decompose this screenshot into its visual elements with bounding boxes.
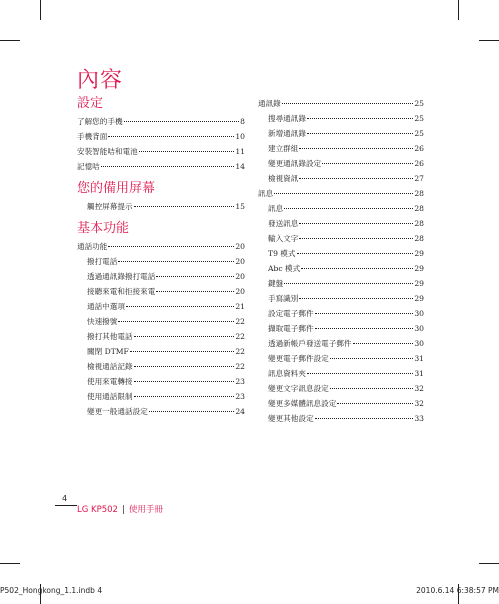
toc-entry-page: 28: [414, 189, 424, 198]
toc-entry: [77, 129, 245, 144]
toc-entry-page: 30: [414, 324, 424, 333]
toc-entry-text: 訊息: [268, 204, 284, 213]
crop-mark: [479, 563, 499, 564]
toc-left-column: [77, 96, 245, 419]
toc-entry-page: 22: [235, 317, 245, 326]
toc-entry-text: 鍵盤: [268, 279, 284, 288]
toc-leader-dots: [353, 343, 414, 344]
toc-leader-dots: [297, 253, 414, 254]
toc-leader-dots: [118, 261, 234, 262]
toc-entry: [77, 239, 245, 254]
toc-entry: [77, 299, 245, 314]
toc-leader-dots: [315, 328, 414, 329]
toc-entry-page: 15: [235, 202, 245, 211]
toc-leader-dots: [299, 298, 413, 299]
toc-leader-dots: [156, 276, 234, 277]
toc-entry: [258, 351, 424, 366]
toc-entry-text: 變更其他設定: [268, 414, 314, 423]
toc-entry-page: 25: [414, 129, 424, 138]
toc-leader-dots: [322, 163, 413, 164]
toc-entry: [77, 114, 245, 129]
crop-mark: [40, 0, 41, 20]
toc-entry-text: 通訊錄: [258, 99, 281, 108]
toc-entry: [258, 231, 424, 246]
toc-entry: [258, 261, 424, 276]
toc-leader-dots: [284, 283, 413, 284]
toc-entry-text: 透過新帳戶發送電子郵件: [268, 339, 352, 348]
toc-entry: [258, 291, 424, 306]
toc-leader-dots: [134, 336, 235, 337]
toc-entry-page: 32: [414, 384, 424, 393]
toc-entry: [258, 411, 424, 426]
toc-entry-text: 手機背面: [77, 132, 108, 141]
toc-entry: [77, 314, 245, 329]
toc-entry: [77, 344, 245, 359]
toc-entry-page: 11: [235, 147, 245, 156]
toc-entry: [77, 329, 245, 344]
toc-entry-page: 29: [414, 249, 424, 258]
toc-entry-page: 28: [414, 234, 424, 243]
toc-entry-text: 變更文字訊息設定: [268, 384, 329, 393]
toc-entry-page: 20: [235, 272, 245, 281]
toc-entry-page: 25: [414, 99, 424, 108]
toc-entry: [77, 159, 245, 174]
toc-entry-page: 20: [235, 242, 245, 251]
toc-leader-dots: [134, 206, 235, 207]
toc-leader-dots: [307, 118, 413, 119]
toc-entry-text: 變更電子郵件設定: [268, 354, 329, 363]
toc-entry-text: 訊息: [258, 189, 274, 198]
toc-entry-text: 通話中選項: [87, 302, 125, 311]
toc-entry-page: 20: [235, 257, 245, 266]
toc-entry-page: 28: [414, 219, 424, 228]
section-heading: 您的備用屏幕: [77, 181, 156, 196]
toc-entry-page: 8: [240, 117, 245, 126]
toc-entry-page: 24: [235, 407, 245, 416]
toc-entry-text: 設定電子郵件: [268, 309, 314, 318]
toc-entry-text: 使用來電轉接: [87, 377, 133, 386]
toc-leader-dots: [130, 351, 235, 352]
toc-leader-dots: [124, 121, 240, 122]
toc-entry-page: 14: [235, 162, 245, 171]
toc-entry-text: 新增通訊錄: [268, 129, 306, 138]
section-heading: 基本功能: [77, 221, 130, 236]
toc-entry-text: 擷取電子郵件: [268, 324, 314, 333]
toc-leader-dots: [139, 151, 235, 152]
toc-entry-text: 輸入文字: [268, 234, 299, 243]
toc-entry-text: 檢視通話記錄: [87, 362, 133, 371]
toc-leader-dots: [337, 403, 413, 404]
toc-entry-page: 23: [235, 377, 245, 386]
toc-entry-page: 27: [414, 174, 424, 183]
toc-entry: [77, 374, 245, 389]
toc-leader-dots: [149, 411, 235, 412]
toc-entry: [258, 186, 424, 201]
toc-entry-page: 28: [414, 204, 424, 213]
toc-entry-page: 22: [235, 362, 245, 371]
toc-entry-page: 21: [235, 302, 245, 311]
footer: [77, 503, 163, 515]
toc-leader-dots: [284, 208, 413, 209]
toc-entry-text: 了解您的手機: [77, 117, 123, 126]
toc-entry: [258, 201, 424, 216]
toc-entry: [77, 284, 245, 299]
toc-entry-page: 10: [235, 132, 245, 141]
toc-entry-text: 記憶咭: [77, 162, 100, 171]
toc-entry: [258, 216, 424, 231]
toc-entry-page: 30: [414, 339, 424, 348]
toc-entry-text: T9 模式: [268, 249, 296, 258]
toc-entry: [258, 366, 424, 381]
footer-brand: LG KP502: [77, 505, 118, 515]
toc-leader-dots: [134, 396, 235, 397]
toc-entry: [258, 306, 424, 321]
toc-entry-text: 手寫識別: [268, 294, 299, 303]
toc-leader-dots: [299, 223, 413, 224]
footer-separator: |: [121, 505, 125, 515]
toc-entry: [258, 126, 424, 141]
toc-right-column: [258, 96, 424, 426]
toc-leader-dots: [315, 313, 414, 314]
toc-entry: [258, 336, 424, 351]
toc-entry: [77, 359, 245, 374]
toc-entry: [258, 171, 424, 186]
toc-entry-page: 31: [414, 354, 424, 363]
page-number: 4: [62, 494, 68, 503]
toc-leader-dots: [134, 381, 235, 382]
toc-entry-text: 變更一般通話設定: [87, 407, 148, 416]
toc-entry: [77, 404, 245, 419]
toc-entry: [258, 141, 424, 156]
toc-leader-dots: [307, 133, 413, 134]
toc-entry-text: 關閉 DTMF: [87, 347, 129, 356]
toc-entry: [258, 156, 424, 171]
toc-entry-text: 發送訊息: [268, 219, 299, 228]
crop-mark: [479, 40, 499, 41]
toc-entry-page: 29: [414, 279, 424, 288]
toc-entry-page: 20: [235, 287, 245, 296]
toc-leader-dots: [126, 306, 234, 307]
toc-entry-text: 變更通訊錄設定: [268, 159, 322, 168]
toc-entry-text: 觸控屏幕提示: [87, 202, 133, 211]
toc-entry: [258, 276, 424, 291]
toc-entry: [77, 199, 245, 214]
toc-entry-page: 22: [235, 332, 245, 341]
toc-leader-dots: [330, 388, 414, 389]
toc-leader-dots: [299, 148, 413, 149]
toc-leader-dots: [118, 321, 234, 322]
footer-rule: [55, 505, 77, 506]
toc-entry-text: 訊息資料夾: [268, 369, 306, 378]
toc-entry: [258, 321, 424, 336]
toc-entry-page: 23: [235, 392, 245, 401]
footer-label: 使用手冊: [128, 505, 163, 515]
toc-entry-page: 22: [235, 347, 245, 356]
crop-mark: [0, 40, 20, 41]
toc-leader-dots: [274, 193, 413, 194]
toc-entry-text: 檢視資訊: [268, 174, 299, 183]
toc-leader-dots: [330, 358, 414, 359]
toc-entry-text: 搜尋通訊錄: [268, 114, 306, 123]
toc-entry: [77, 269, 245, 284]
toc-leader-dots: [108, 246, 234, 247]
toc-entry-text: 快速撥號: [87, 317, 118, 326]
toc-entry-text: 安裝智能咭和電池: [77, 147, 138, 156]
toc-entry: [77, 389, 245, 404]
toc-entry-text: 通話功能: [77, 242, 108, 251]
toc-entry-page: 26: [414, 159, 424, 168]
toc-entry-page: 31: [414, 369, 424, 378]
toc-leader-dots: [315, 418, 414, 419]
toc-leader-dots: [134, 366, 235, 367]
toc-entry-text: 建立群組: [268, 144, 299, 153]
toc-entry-text: 撥打其他電話: [87, 332, 133, 341]
print-slug-date: 2010.6.14 6:38:57 PM: [416, 586, 499, 595]
section-heading: 設定: [77, 96, 104, 111]
crop-mark: [0, 563, 20, 564]
toc-leader-dots: [307, 373, 413, 374]
print-slug-file: P502_Hongkong_1.1.indb 4: [0, 586, 103, 595]
toc-entry-text: Abc 模式: [268, 264, 301, 273]
toc-entry-text: 透過通訊錄撥打電話: [87, 272, 156, 281]
toc-entry-page: 29: [414, 264, 424, 273]
toc-leader-dots: [101, 166, 235, 167]
toc-entry: [258, 111, 424, 126]
toc-leader-dots: [108, 136, 234, 137]
toc-leader-dots: [299, 238, 413, 239]
toc-entry: [258, 396, 424, 411]
toc-entry-page: 29: [414, 294, 424, 303]
toc-leader-dots: [299, 178, 413, 179]
toc-leader-dots: [301, 268, 413, 269]
toc-entry-page: 26: [414, 144, 424, 153]
toc-entry: [258, 381, 424, 396]
page-title: 內容: [77, 68, 124, 93]
toc-entry-text: 變更多媒體訊息設定: [268, 399, 337, 408]
toc-entry: [258, 96, 424, 111]
toc-entry-text: 撥打電話: [87, 257, 118, 266]
toc-entry-page: 30: [414, 309, 424, 318]
crop-mark: [458, 0, 459, 20]
toc-entry: [77, 254, 245, 269]
toc-entry-page: 33: [414, 414, 424, 423]
toc-leader-dots: [156, 291, 234, 292]
toc-entry-text: 使用通話限制: [87, 392, 133, 401]
toc-entry: [77, 144, 245, 159]
toc-entry: [258, 246, 424, 261]
toc-leader-dots: [282, 103, 414, 104]
toc-entry-text: 接聽來電和拒接來電: [87, 287, 156, 296]
toc-entry-page: 25: [414, 114, 424, 123]
toc-entry-page: 32: [414, 399, 424, 408]
